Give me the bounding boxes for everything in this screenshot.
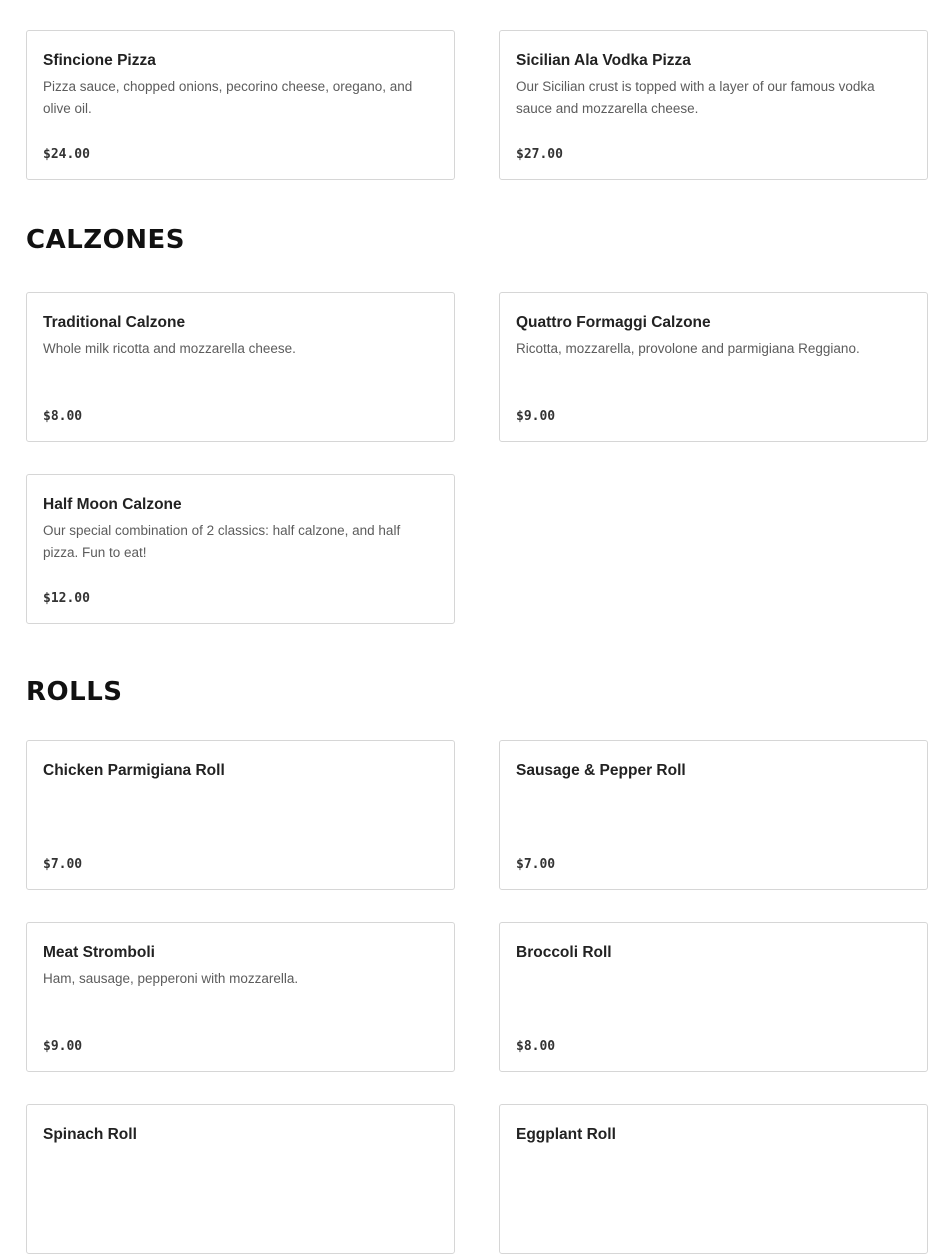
menu-item-card[interactable] xyxy=(26,474,455,624)
menu-item-name: Sfincione Pizza xyxy=(43,52,156,69)
menu-item-card[interactable] xyxy=(26,30,455,180)
menu-item-price: $12.00 xyxy=(43,591,90,606)
menu-item-price: $24.00 xyxy=(43,147,90,162)
menu-item-name: Traditional Calzone xyxy=(43,314,186,331)
menu-item-price: $7.00 xyxy=(516,857,556,872)
menu-item-price: $9.00 xyxy=(43,1039,83,1054)
menu-item-name: Meat Stromboli xyxy=(43,944,155,961)
rolls-grid xyxy=(26,740,928,1254)
menu-item-card[interactable] xyxy=(26,740,455,890)
menu-item-card[interactable] xyxy=(26,292,455,442)
pizza-section xyxy=(0,0,950,180)
menu-item-card[interactable] xyxy=(499,292,928,442)
menu-item-name: Broccoli Roll xyxy=(516,944,612,961)
menu-item-card[interactable] xyxy=(26,1104,455,1254)
menu-item-description: Our Sicilian crust is topped with a layer of our famous vodka sauce and mozzarella cheese. xyxy=(516,79,875,116)
menu-item-name: Chicken Parmigiana Roll xyxy=(43,762,225,779)
menu-item-description: Ham, sausage, pepperoni with mozzarella. xyxy=(43,971,299,986)
menu-item-card[interactable] xyxy=(499,740,928,890)
menu-item-name: Sausage & Pepper Roll xyxy=(516,762,686,779)
menu-item-description: Our special combination of 2 classics: half calzone, and half pizza. Fun to eat! xyxy=(43,523,401,560)
menu-item-description: Whole milk ricotta and mozzarella cheese. xyxy=(43,341,296,356)
menu-item-price: $8.00 xyxy=(516,1039,556,1054)
menu-item-price: $9.00 xyxy=(516,409,556,424)
menu-item-card[interactable] xyxy=(499,1104,928,1254)
menu-item-price: $8.00 xyxy=(43,409,83,424)
menu-item-price: $7.00 xyxy=(43,857,83,872)
rolls-section xyxy=(0,672,950,1254)
menu-item-name: Spinach Roll xyxy=(43,1126,137,1143)
menu-item-name: Quattro Formaggi Calzone xyxy=(516,314,711,331)
section-title: ROLLS xyxy=(26,677,123,707)
menu-item-name: Eggplant Roll xyxy=(516,1126,616,1143)
calzones-grid xyxy=(26,292,928,624)
menu-item-name: Half Moon Calzone xyxy=(43,496,182,513)
menu-item-name: Sicilian Ala Vodka Pizza xyxy=(516,52,691,69)
menu-item-card[interactable] xyxy=(499,922,928,1072)
pizza-grid xyxy=(26,0,928,180)
calzones-section xyxy=(0,220,950,624)
menu-item-card[interactable] xyxy=(26,922,455,1072)
menu-item-description: Ricotta, mozzarella, provolone and parmigiana Reggiano. xyxy=(516,341,860,356)
menu-item-card[interactable] xyxy=(499,30,928,180)
menu-item-description: Pizza sauce, chopped onions, pecorino cheese, oregano, and olive oil. xyxy=(43,79,413,116)
menu-item-price: $27.00 xyxy=(516,147,563,162)
section-title: CALZONES xyxy=(26,225,185,255)
